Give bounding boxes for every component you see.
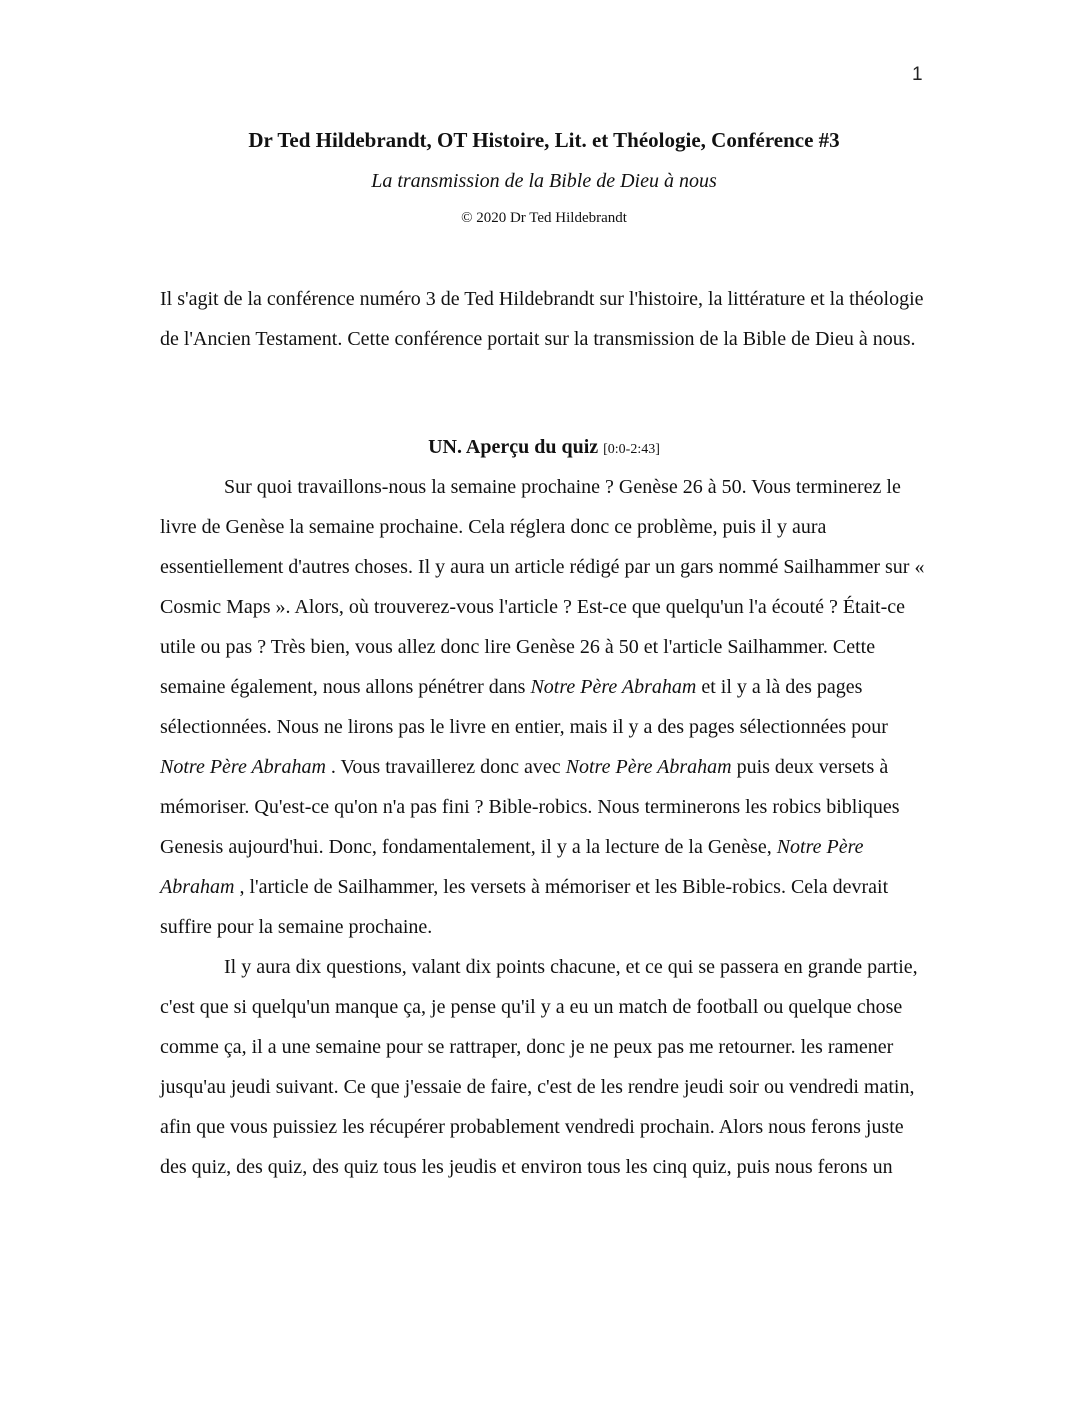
book-title: Notre Père Abraham — [530, 676, 697, 698]
body-text — [160, 467, 930, 1187]
text-run: puis deux versets à mémoriser. Qu'est-ce qu'on n'a pas fini ? Bible-robics. Nous terminerons les robics bibliques Genesis aujourd'hui. Donc, fondamentalement, il y a la lecture de la Genèse, — [160, 756, 900, 858]
copyright-notice: © 2020 Dr Ted Hildebrandt — [461, 210, 627, 226]
section-heading-text: UN. Aperçu du quiz — [428, 436, 599, 458]
book-title: Notre Père Abraham — [160, 836, 864, 898]
page-number: 1 — [912, 64, 923, 85]
book-title: Notre Père Abraham — [160, 756, 326, 778]
text-run: et il y a là des pages sélectionnées. Nous ne lirons pas le livre en entier, mais il y a des pages sélectionnées pour — [160, 676, 888, 738]
document-title: Dr Ted Hildebrandt, OT Histoire, Lit. et Théologie, Conférence #3 — [248, 128, 840, 152]
text-run: . Vous travaillerez donc avec — [325, 756, 566, 778]
section-timestamp: [0:0-2:43] — [603, 442, 660, 457]
body-paragraph-2: Il y aura dix questions, valant dix points chacune, et ce qui se passera en grande partie, c'est que si quelqu'un manque ça, je pense qu'il y a eu un match de football ou quelque chose comme ça, il a une semaine pour se rattraper, donc je ne peux pas me retourner. les ramener jusqu'au jeudi suivant. Ce que j'essaie de faire, c'est de les rendre jeudi soir ou vendredi matin, afin que vous puissiez les récupérer probablement vendredi prochain. Alors nous ferons juste des quiz, des quiz, des quiz tous les jeudis et environ tous les cinq quiz, puis nous ferons un — [160, 956, 918, 1178]
abstract-paragraph: Il s'agit de la conférence numéro 3 de Ted Hildebrandt sur l'histoire, la littérature et la théologie de l'Ancien Testament. Cette conférence portait sur la transmission de la Bible de Dieu à nous. — [160, 288, 924, 350]
section-heading — [0, 427, 1088, 470]
text-run: Sur quoi travaillons-nous la semaine prochaine ? Genèse 26 à 50. Vous terminerez le livre de Genèse la semaine prochaine. Cela réglera donc ce problème, puis il y aura essentiellement d'autres choses. Il y aura un article rédigé par un gars nommé Sailhammer sur « Cosmic Maps ». Alors, où trouverez-vous l'article ? Est-ce que quelqu'un l'a écouté ? Était-ce utile ou pas ? Très bien, vous allez donc lire Genèse 26 à 50 et l'article Sailhammer. Cette semaine également, nous allons pénétrer dans — [160, 476, 925, 698]
document-subtitle: La transmission de la Bible de Dieu à nous — [371, 170, 717, 192]
book-title: Notre Père Abraham — [565, 756, 732, 778]
text-run: , l'article de Sailhammer, les versets à mémoriser et les Bible-robics. Cela devrait suffire pour la semaine prochaine. — [160, 876, 889, 938]
body-paragraph-1 — [160, 467, 930, 947]
